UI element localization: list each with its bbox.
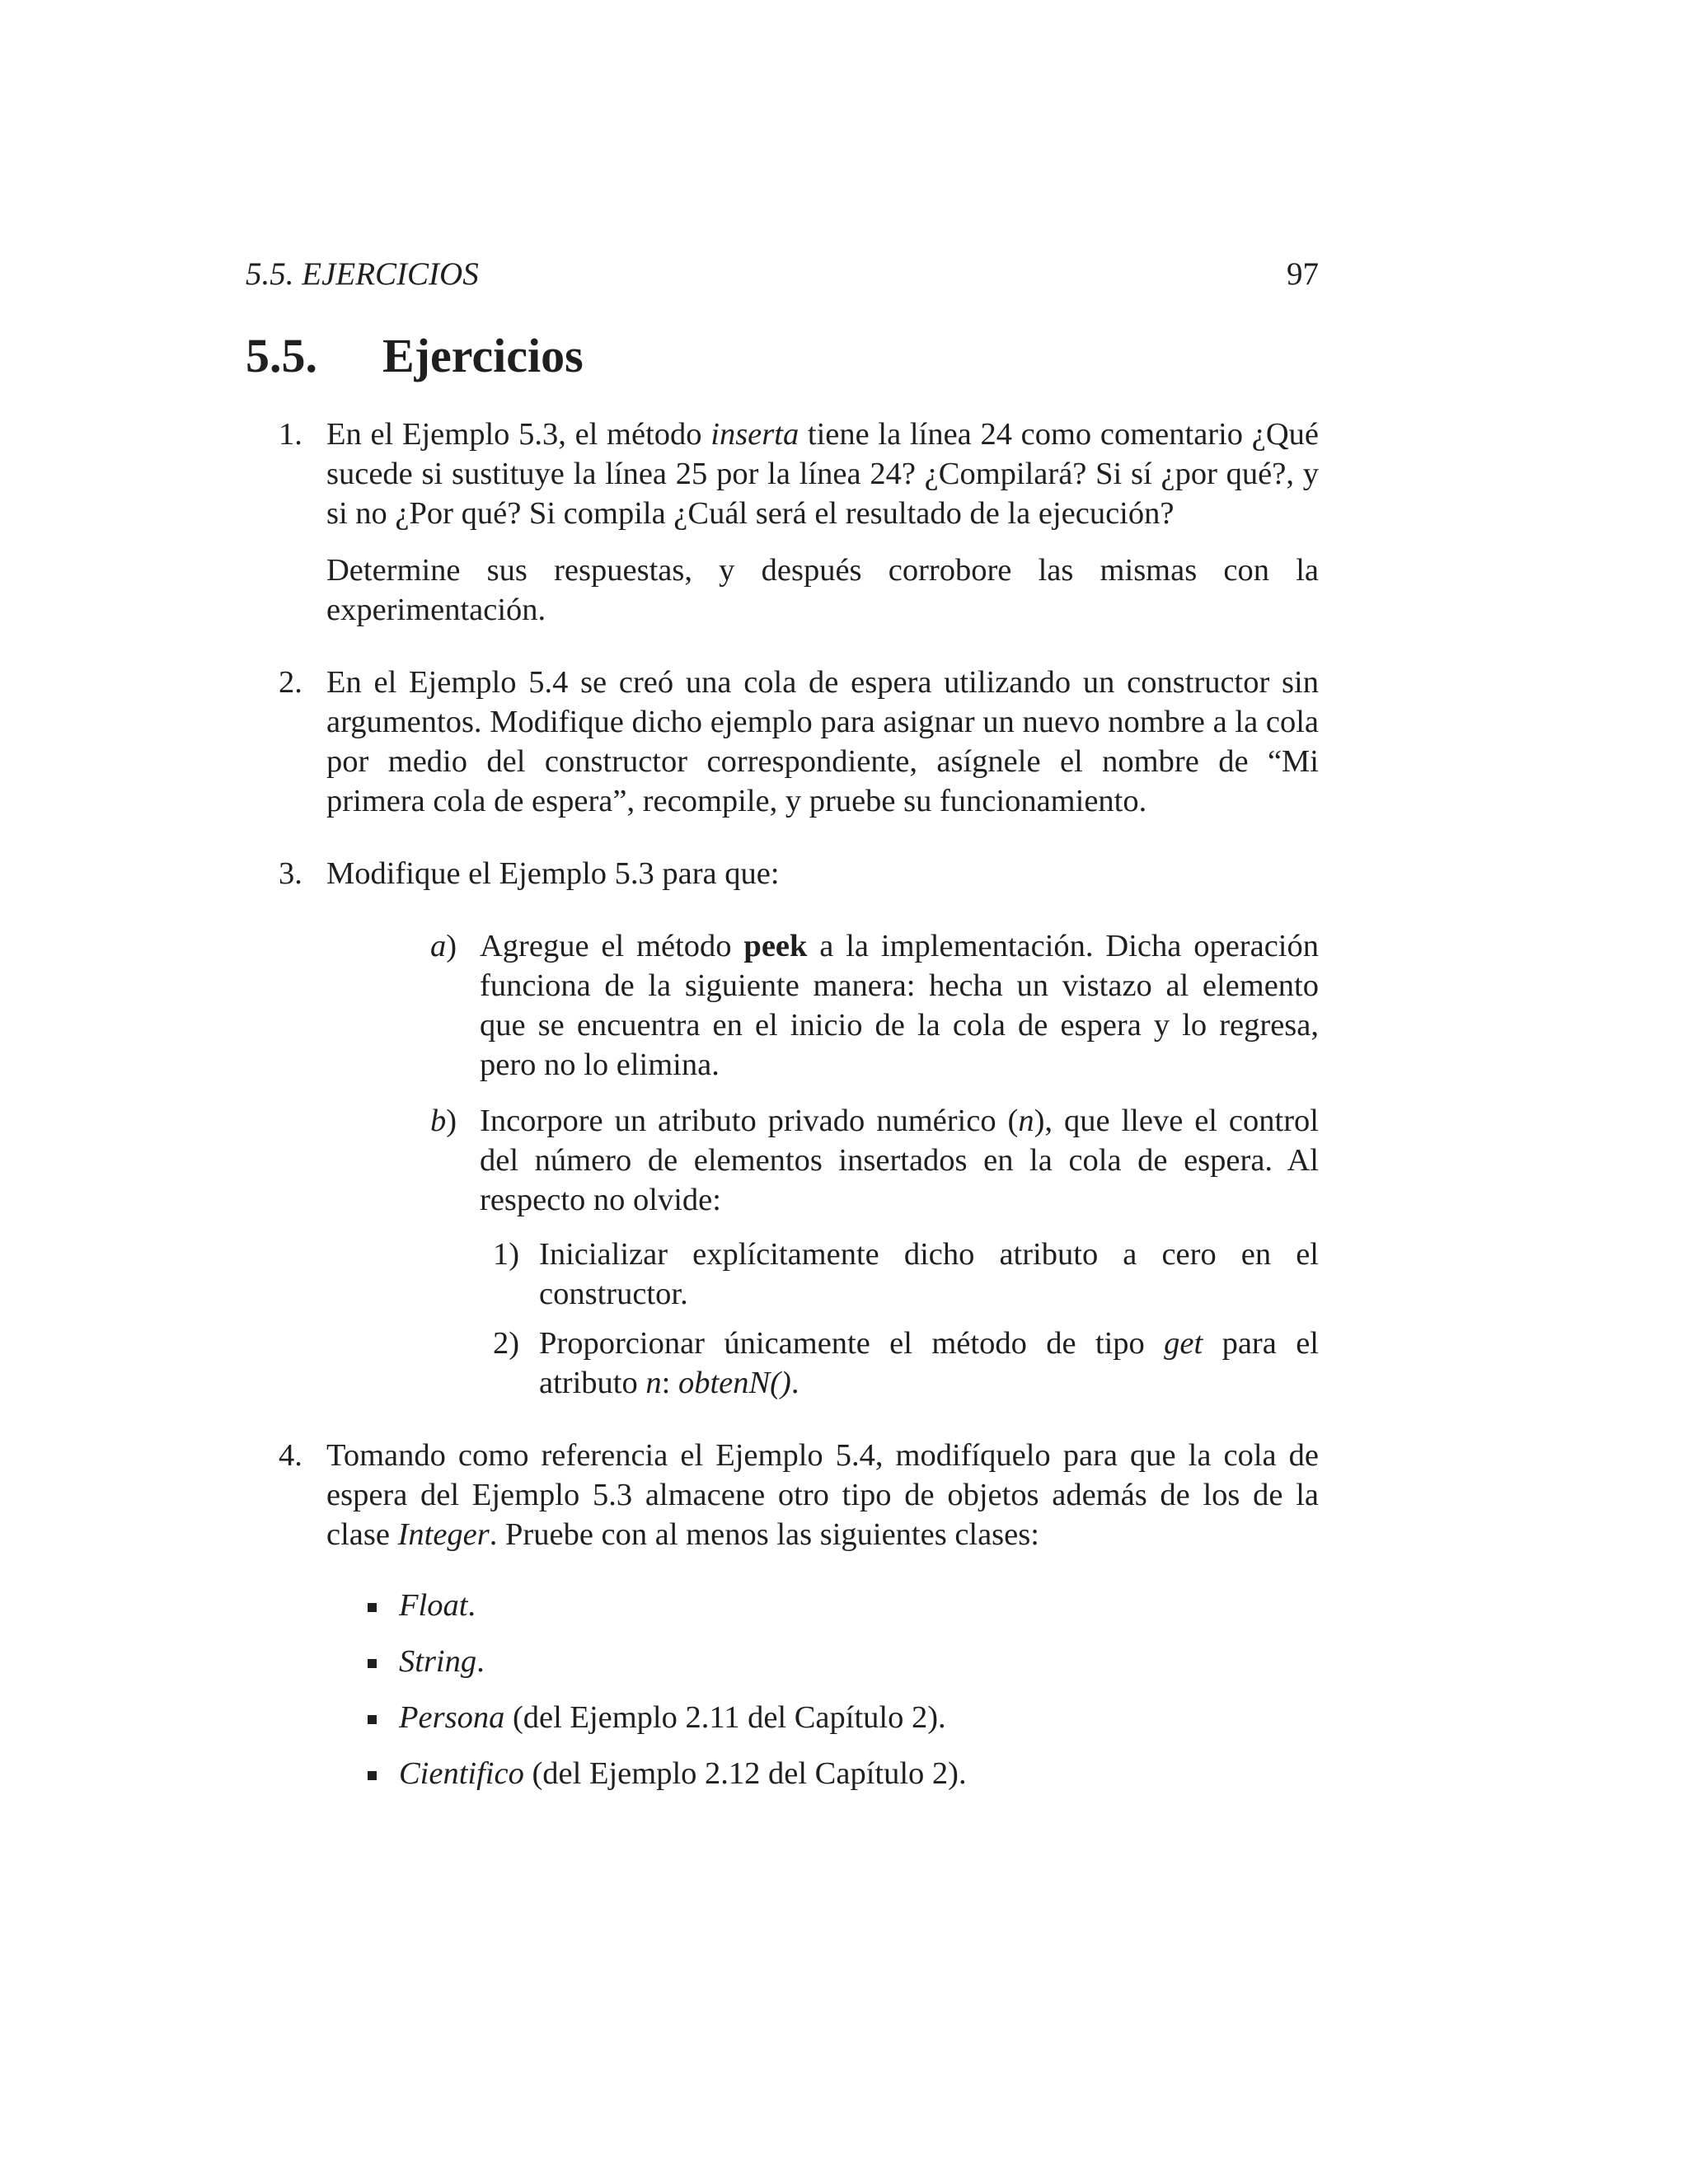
exercise-number: 1. — [279, 417, 302, 452]
exercise-1-paragraph-2: Determine sus respuestas, y después corrobore las mismas con la experimentación. — [326, 553, 1319, 627]
running-title: 5.5. EJERCICIOS — [246, 256, 479, 292]
bullet-square-icon — [368, 1715, 377, 1724]
section-heading — [246, 328, 584, 383]
text: . — [476, 1644, 485, 1679]
page-number: 97 — [1287, 256, 1319, 292]
class-name: Float — [399, 1588, 468, 1623]
text: Tomando como referencia el Ejemplo 5.4, modifíquelo para que la cola de espera del Ejemplo 5.3 almacene otro tipo de objetos además de los de la clase — [326, 1438, 1319, 1552]
text: a la implementación. Dicha operación funciona de la siguiente manera: hecha un vistazo al elemento que se encuentra en el inicio de la cola de espera y lo regresa, pero no lo elimina. — [480, 929, 1319, 1082]
sub-letter: b — [430, 1104, 447, 1138]
exercise-2-text: En el Ejemplo 5.4 se creó una cola de espera utilizando un constructor sin argumentos. Modifique dicho ejemplo para asignar un nuevo nombre a la cola por medio del constructor correspondiente, asígnele el nombre de “Mi primera cola de espera”, recompile, y pruebe su funcionamiento. — [326, 665, 1319, 818]
subsub-label: 2) — [493, 1326, 520, 1361]
exercise-3b — [326, 1101, 1319, 1403]
exercise-3b-1 — [326, 1235, 1319, 1314]
text: ), que lleve el control del número de elementos insertados en la cola de espera. Al respecto no olvide: — [480, 1104, 1319, 1217]
exercise-3-text: Modifique el Ejemplo 5.3 para que: — [326, 856, 780, 891]
page-header — [246, 255, 1319, 293]
exercise-4 — [246, 1436, 1319, 1793]
method-name: obtenN() — [678, 1366, 791, 1400]
class-bullet-list — [246, 1586, 1319, 1793]
text: (del Ejemplo 2.11 del Capítulo 2). — [504, 1700, 946, 1735]
text: Agregue el método — [480, 929, 744, 963]
bullet-item — [246, 1754, 1319, 1793]
method-name: inserta — [710, 417, 799, 452]
exercise-3-sublist — [326, 926, 1319, 1403]
text-italic: get — [1164, 1326, 1203, 1361]
text: (del Ejemplo 2.12 del Capítulo 2). — [523, 1756, 967, 1791]
bullet-item — [246, 1586, 1319, 1625]
text: para el atributo — [539, 1326, 1319, 1400]
exercise-2 — [246, 663, 1319, 821]
section-title: Ejercicios — [382, 329, 584, 382]
exercise-1 — [246, 415, 1319, 630]
class-name: Persona — [399, 1700, 505, 1735]
exercise-list — [246, 415, 1319, 1793]
exercise-1-paragraph-1 — [326, 415, 1319, 533]
method-name: peek — [743, 929, 808, 963]
text: Incorpore un atributo privado numérico ( — [480, 1104, 1019, 1138]
subsub-label: 1) — [493, 1237, 520, 1272]
exercise-number: 2. — [279, 665, 302, 700]
class-name: Integer — [397, 1517, 490, 1552]
class-name: String — [399, 1644, 477, 1679]
bullet-item — [246, 1642, 1319, 1681]
class-name: Cientifico — [399, 1756, 524, 1791]
bullet-square-icon — [368, 1603, 377, 1612]
text: . — [467, 1588, 476, 1623]
exercise-3a — [326, 926, 1319, 1085]
text: . Pruebe con al menos las siguientes clases: — [489, 1517, 1039, 1552]
text: tiene la línea 24 como comentario ¿Qué sucede si sustituye la línea 25 por la línea 24? ¿Compilará? Si sí ¿por qué?, y si no ¿Por qué? Si compila ¿Cuál será el resultado de la ejecución? — [326, 417, 1319, 531]
exercise-number: 3. — [279, 856, 302, 891]
text: Proporcionar únicamente el método de tipo — [539, 1326, 1165, 1361]
bullet-square-icon — [368, 1771, 377, 1780]
section-number: 5.5. — [246, 329, 317, 382]
exercise-3b-2 — [326, 1324, 1319, 1403]
exercise-number: 4. — [279, 1438, 302, 1473]
bullet-item — [246, 1698, 1319, 1737]
exercise-3 — [246, 854, 1319, 1403]
subsub-text: Inicializar explícitamente dicho atributo a cero en el constructor. — [539, 1237, 1319, 1311]
sub-label: b) — [430, 1104, 457, 1138]
text: En el Ejemplo 5.3, el método — [326, 417, 711, 452]
bullet-square-icon — [368, 1659, 377, 1668]
text: . — [790, 1366, 799, 1400]
variable: n — [645, 1366, 662, 1400]
variable: n — [1018, 1104, 1034, 1138]
text: : — [661, 1366, 678, 1400]
sub-label: a) — [430, 929, 457, 963]
exercise-3b-sublist — [326, 1235, 1319, 1403]
sub-letter: a — [430, 929, 447, 963]
